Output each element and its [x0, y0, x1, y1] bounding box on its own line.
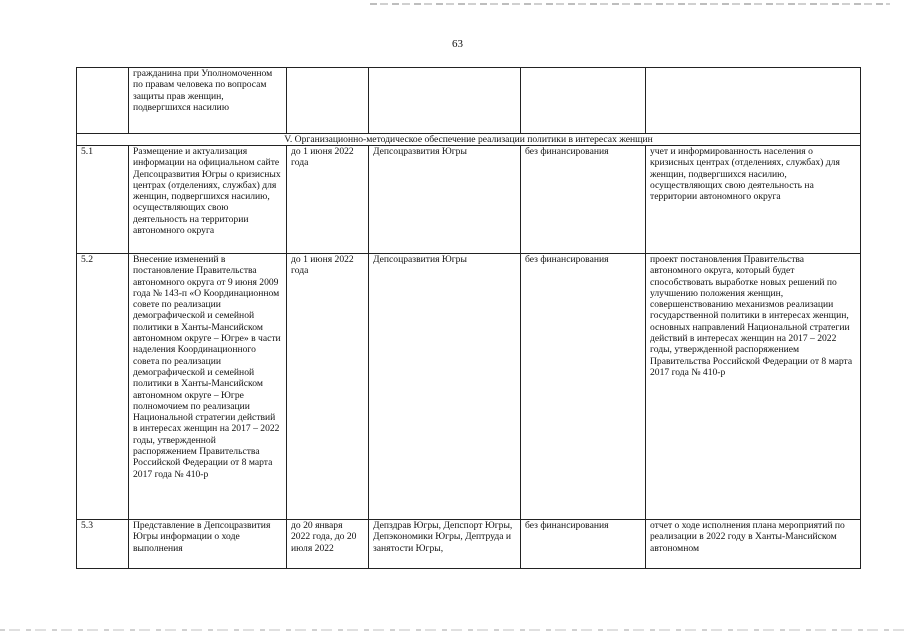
row-number: 5.2	[77, 254, 129, 520]
measure-cell: Размещение и актуализация информации на официальном сайте Депсоцразвития Югры о кризисных центрах (отделениях, службах) для женщин, подвергшихся насилию, осуществляющих свою деятельность на территории автономного округа	[129, 146, 287, 254]
result-cell	[646, 68, 861, 134]
page-number: 63	[452, 38, 463, 50]
section-title: V. Организационно-методическое обеспечение реализации политики в интересах женщин	[77, 134, 861, 146]
result-cell: отчет о ходе исполнения плана мероприятий по реализации в 2022 году в Ханты-Мансийском автономном	[646, 520, 861, 569]
scan-artifact-bottom	[0, 629, 905, 631]
result-cell: учет и информированность населения о кризисных центрах (отделениях, службах) для женщин, подвергшихся насилию, осуществляющих свою деятельность на территории автономного округа	[646, 146, 861, 254]
measure-cell: Представление в Депсоцразвития Югры информации о ходе выполнения	[129, 520, 287, 569]
executor-cell: Депсоцразвития Югры	[369, 254, 521, 520]
measures-table	[76, 67, 861, 569]
table-row	[77, 254, 861, 520]
row-number: 5.3	[77, 520, 129, 569]
deadline-cell: до 20 января 2022 года, до 20 июля 2022	[287, 520, 369, 569]
funding-cell: без финансирования	[521, 254, 646, 520]
row-number: 5.1	[77, 146, 129, 254]
table-row	[77, 520, 861, 569]
executor-cell: Депздрав Югры, Депспорт Югры, Депэкономики Югры, Дептруда и занятости Югры,	[369, 520, 521, 569]
funding-cell: без финансирования	[521, 520, 646, 569]
funding-cell	[521, 68, 646, 134]
deadline-cell: до 1 июня 2022 года	[287, 254, 369, 520]
section-header-row	[77, 134, 861, 146]
scan-artifact-top	[370, 3, 890, 5]
funding-cell: без финансирования	[521, 146, 646, 254]
executor-cell	[369, 68, 521, 134]
table-row	[77, 68, 861, 134]
result-cell: проект постановления Правительства автономного округа, который будет способствовать выработке новых решений по улучшению положения женщин, совершенствованию механизмов реализации государственной политики в интересах женщин, основных направлений Национальной стратегии действий в интересах женщин на 2017 – 2022 годы, утвержденной распоряжением Правительства Российской Федерации от 8 марта 2017 года № 410-р	[646, 254, 861, 520]
measure-cell: Внесение изменений в постановление Правительства автономного округа от 9 июня 2009 года № 143-п «О Координационном совете по реализации демографической и семейной политики в Ханты-Мансийском автономном округе – Югре» в части наделения Координационного совета по реализации демографической и семейной политики в Ханты-Мансийском автономном округе – Югре полномочием по реализации Национальной стратегии действий в интересах женщин на 2017 – 2022 годы, утвержденной распоряжением Правительства Российской Федерации от 8 марта 2017 года № 410-р	[129, 254, 287, 520]
executor-cell: Депсоцразвития Югры	[369, 146, 521, 254]
measure-cell: гражданина при Уполномоченном по правам человека по вопросам защиты прав женщин, подвергшихся насилию	[129, 68, 287, 134]
deadline-cell: до 1 июня 2022 года	[287, 146, 369, 254]
deadline-cell	[287, 68, 369, 134]
num-cell	[77, 68, 129, 134]
table-row	[77, 146, 861, 254]
